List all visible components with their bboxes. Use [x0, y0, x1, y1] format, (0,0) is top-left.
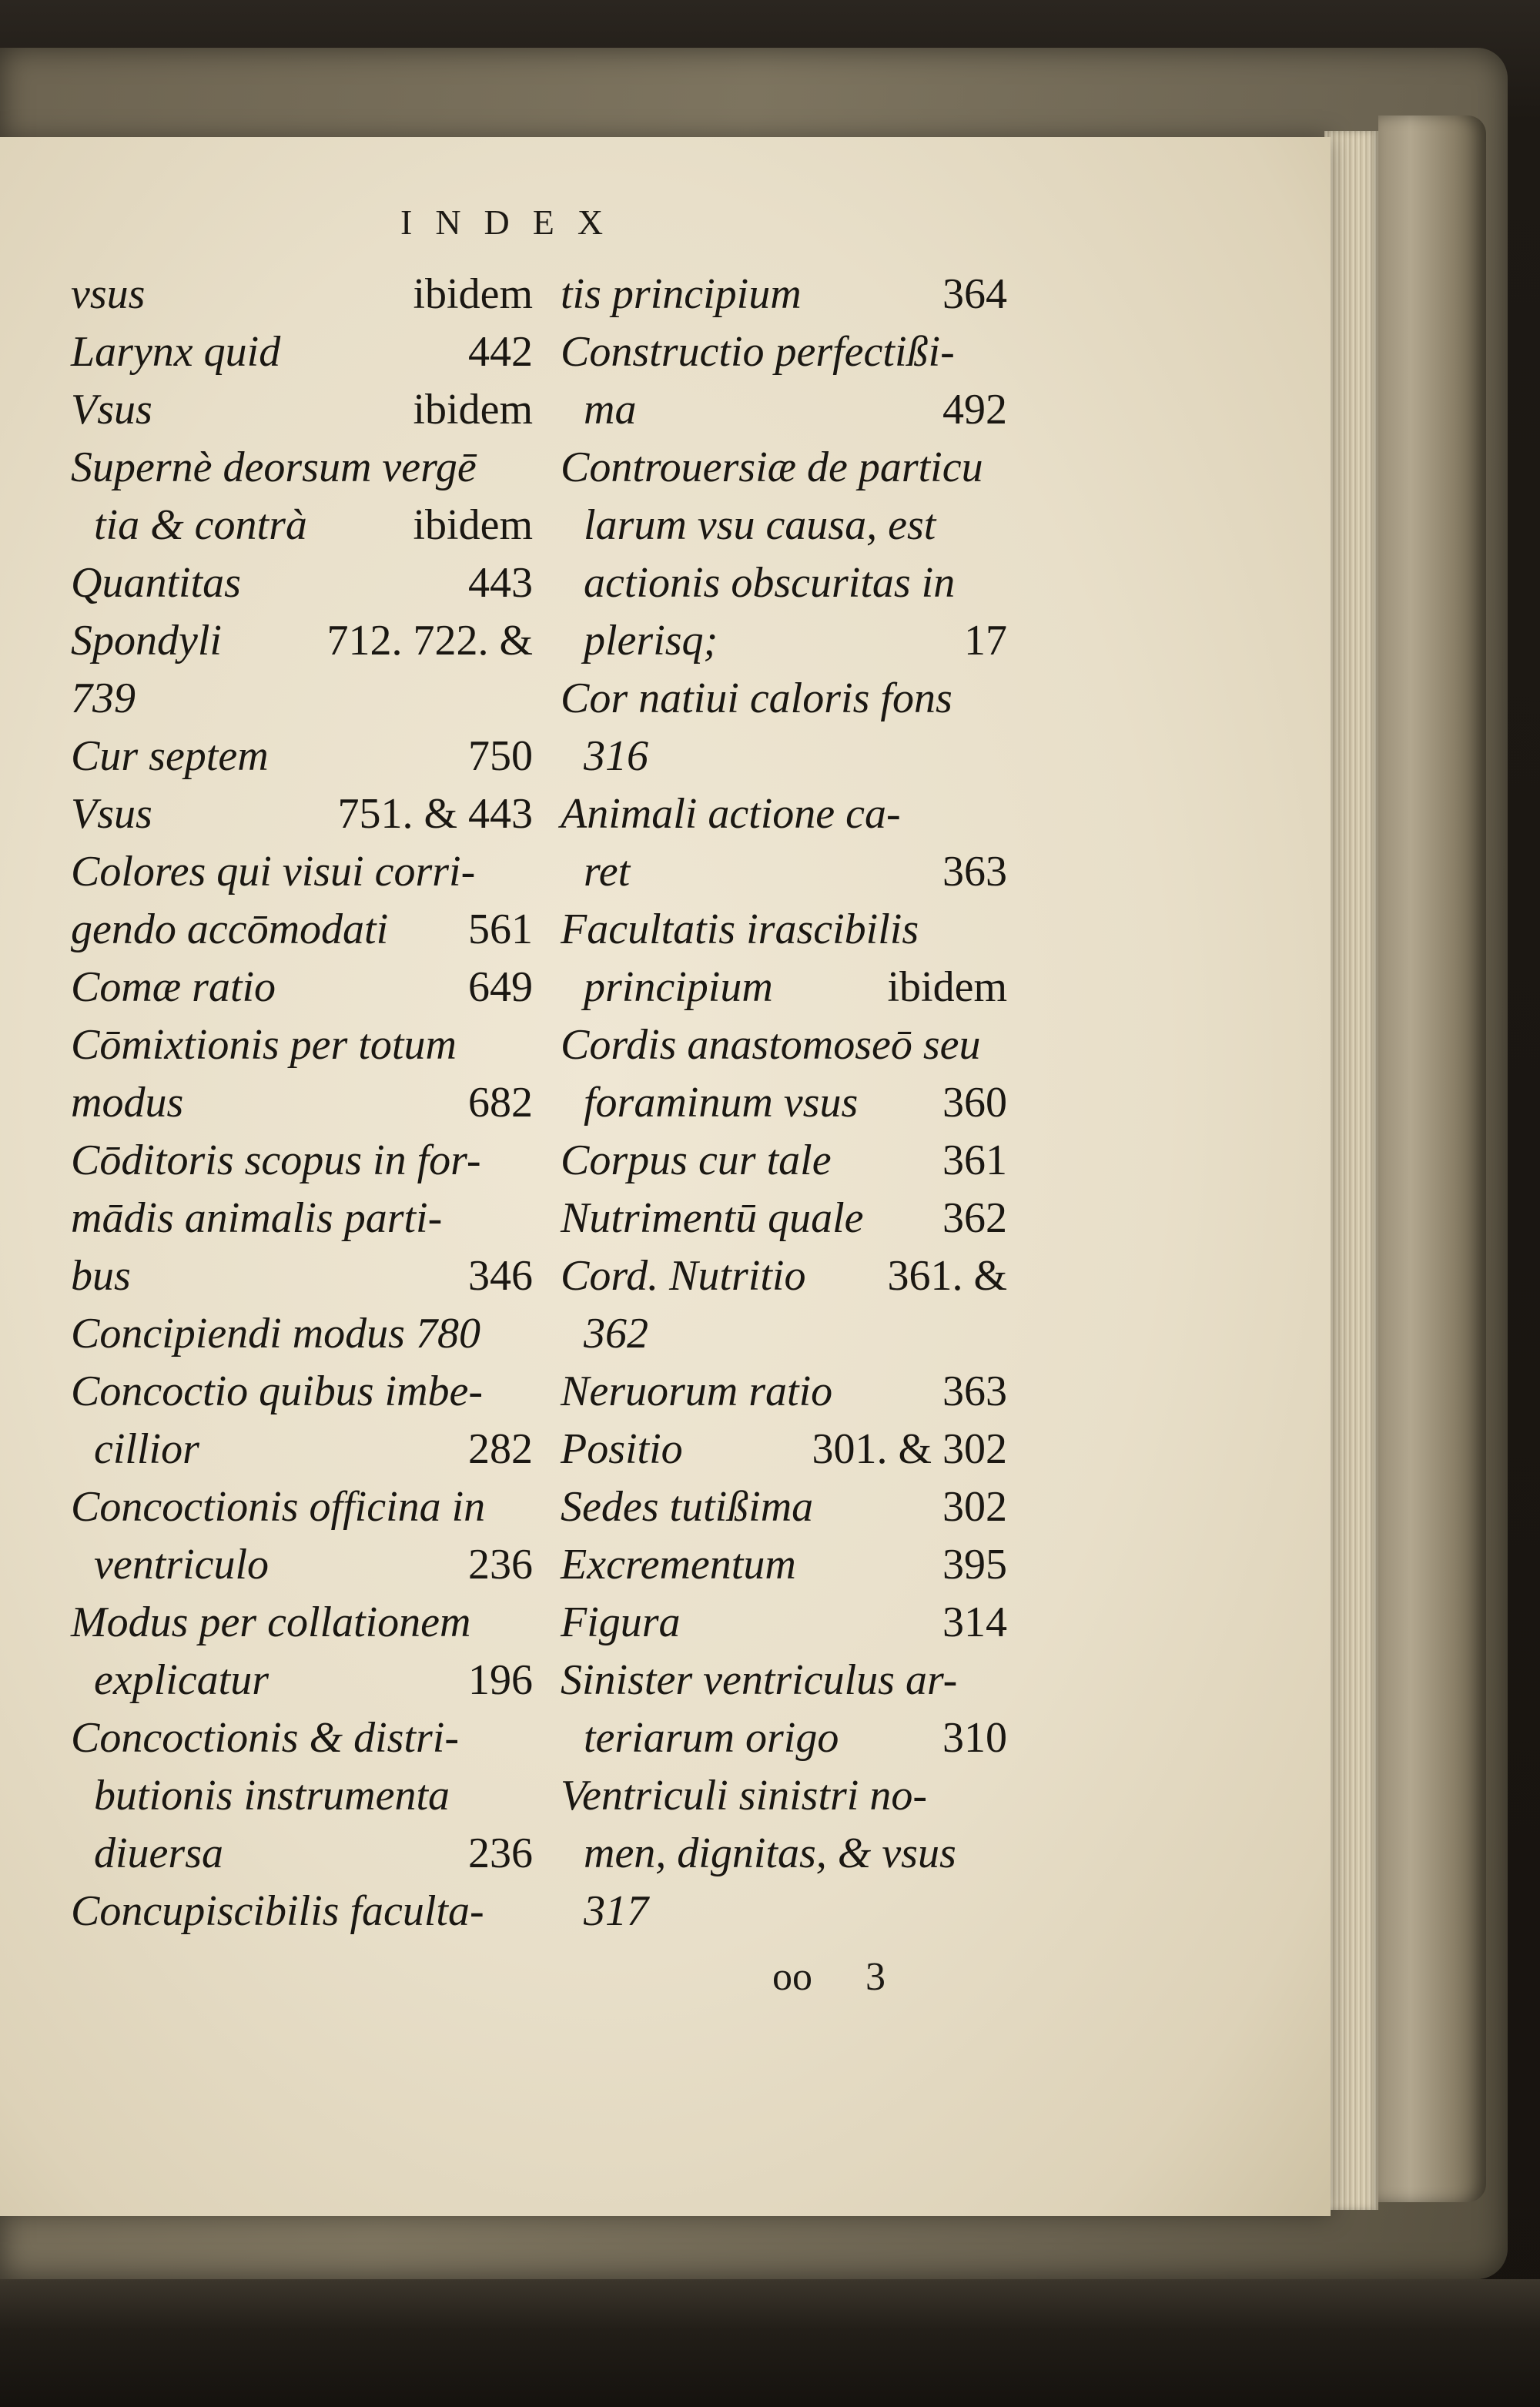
index-entry-reference: 364	[942, 270, 1007, 318]
index-entry-text: tis principium	[561, 270, 802, 318]
index-entry-text: gendo accōmodati	[71, 906, 389, 953]
index-entry	[561, 1421, 1007, 1478]
index-entry-reference: 310	[942, 1714, 1007, 1762]
index-entry-text: Colores qui visui corri-	[71, 848, 476, 896]
index-entry-text: Sedes tutißima	[561, 1483, 814, 1531]
index-entry-text: Supernè deorsum vergē	[71, 444, 477, 491]
signature-number: 3	[865, 1955, 886, 1999]
index-entry-text: Concoctionis officina in	[71, 1483, 486, 1531]
index-entry-text: Cordis anastomoseō seu	[561, 1021, 981, 1069]
index-entry-reference: ibidem	[887, 963, 1007, 1011]
index-entry-text: modus	[71, 1079, 184, 1127]
index-entry	[71, 1652, 533, 1709]
index-entry-reference: 751. & 443	[337, 790, 533, 838]
index-entry-reference: 442	[468, 328, 533, 376]
index-entry	[561, 1016, 1007, 1074]
index-entry-text: principium	[584, 963, 773, 1011]
index-entry-text: Spondyli	[71, 617, 222, 665]
left-column	[71, 266, 533, 1940]
index-entry	[561, 497, 1007, 554]
index-entry	[71, 1594, 533, 1652]
index-entry-text: Comæ ratio	[71, 963, 276, 1011]
index-entry-text: butionis instrumenta	[94, 1772, 450, 1819]
index-entry-text: larum vsu causa, est	[584, 501, 936, 549]
index-entry	[71, 266, 533, 323]
index-entry-text: Figura	[561, 1599, 681, 1646]
index-entry-reference: 196	[468, 1656, 533, 1704]
index-entry-text: men, dignitas, & vsus	[584, 1830, 956, 1877]
index-entry-text: Nutrimentū quale	[561, 1194, 864, 1242]
index-entry-text: Concoctionis & distri-	[71, 1714, 459, 1762]
index-entry-text: Concipiendi modus 780	[71, 1310, 480, 1357]
index-entry	[71, 1016, 533, 1074]
index-entry	[71, 1825, 533, 1883]
index-entry-reference: 682	[468, 1079, 533, 1127]
index-entry-text: Quantitas	[71, 559, 241, 607]
index-entry-text: plerisq;	[584, 617, 718, 665]
index-entry-reference: 236	[468, 1830, 533, 1877]
index-entry	[561, 1652, 1007, 1709]
index-entry	[561, 612, 1007, 670]
index-entry	[561, 1825, 1007, 1883]
index-entry	[71, 1132, 533, 1190]
index-entry	[71, 1305, 533, 1363]
index-entry	[71, 1074, 533, 1132]
index-entry-text: Concupiscibilis faculta-	[71, 1887, 484, 1935]
page-header: INDEX	[400, 203, 627, 242]
index-entry-text: Excrementum	[561, 1541, 796, 1588]
index-entry	[561, 323, 1007, 381]
index-entry-text: Cur septem	[71, 732, 269, 780]
index-entry-reference: 361. &	[887, 1252, 1007, 1300]
index-entry-text: cillior	[94, 1425, 199, 1473]
page-edges	[1324, 131, 1378, 2210]
index-entry-text: ma	[584, 386, 637, 434]
index-entry-reference: 314	[942, 1599, 1007, 1646]
index-entry-text: Cōmixtionis per totum	[71, 1021, 457, 1069]
index-entry-text: 739	[71, 675, 136, 722]
index-entry	[71, 612, 533, 670]
index-entry-text: actionis obscuritas in	[584, 559, 956, 607]
index-entry-text: Cōditoris scopus in for-	[71, 1137, 481, 1184]
index-entry	[561, 785, 1007, 843]
index-entry-text: Cor natiui caloris fons	[561, 675, 952, 722]
index-entry	[561, 843, 1007, 901]
index-entry-text: Modus per collationem	[71, 1599, 471, 1646]
index-entry-reference: 236	[468, 1541, 533, 1588]
index-entry	[71, 1247, 533, 1305]
index-entry-text: vsus	[71, 270, 146, 318]
index-entry-reference: 346	[468, 1252, 533, 1300]
index-entry-text: Positio	[561, 1425, 683, 1473]
index-entry	[561, 1074, 1007, 1132]
index-entry-text: diuersa	[94, 1830, 223, 1877]
index-entry	[561, 381, 1007, 439]
index-entry-text: tia & contrà	[94, 501, 307, 549]
index-entry-reference: ibidem	[413, 270, 533, 318]
index-entry	[561, 959, 1007, 1016]
index-entry-reference: 363	[942, 848, 1007, 896]
index-entry	[71, 381, 533, 439]
index-entry	[561, 439, 1007, 497]
index-entry-text: ret	[584, 848, 631, 896]
index-entry	[71, 1190, 533, 1247]
background-surface	[0, 2279, 1540, 2407]
index-entry	[561, 1363, 1007, 1421]
index-entry-reference: 361	[942, 1137, 1007, 1184]
index-entry-text: Controuersiæ de particu	[561, 444, 983, 491]
index-entry	[71, 785, 533, 843]
index-entry-text: Ventriculi sinistri no-	[561, 1772, 927, 1819]
index-entry-reference: 301. & 302	[812, 1425, 1007, 1473]
index-entry-reference: 561	[468, 906, 533, 953]
index-entry-reference: 302	[942, 1483, 1007, 1531]
index-entry-text: Facultatis irascibilis	[561, 906, 919, 953]
signature-mark: oo	[772, 1955, 812, 1999]
index-entry	[71, 439, 533, 497]
index-entry	[561, 1767, 1007, 1825]
index-entry-text: Neruorum ratio	[561, 1368, 833, 1415]
index-entry	[71, 497, 533, 554]
index-entry-reference: 395	[942, 1541, 1007, 1588]
index-entry-text: 316	[584, 732, 648, 780]
index-entry-reference: 750	[468, 732, 533, 780]
right-column	[561, 266, 1007, 1940]
index-entry	[561, 1190, 1007, 1247]
index-entry-reference: 17	[964, 617, 1007, 665]
index-entry	[561, 1594, 1007, 1652]
index-entry-text: Vsus	[71, 386, 152, 434]
index-entry	[561, 554, 1007, 612]
index-entry-text: teriarum origo	[584, 1714, 839, 1762]
index-entry-text: ventriculo	[94, 1541, 270, 1588]
index-entry-text: Constructio perfectißi-	[561, 328, 955, 376]
index-entry	[71, 554, 533, 612]
index-entry	[71, 323, 533, 381]
book-cover-edge	[1378, 115, 1486, 2202]
index-entry	[561, 1132, 1007, 1190]
index-entry	[71, 670, 533, 728]
index-entry-reference: ibidem	[413, 386, 533, 434]
index-entry-text: Corpus cur tale	[561, 1137, 832, 1184]
index-entry-reference: 363	[942, 1368, 1007, 1415]
index-entry	[561, 1478, 1007, 1536]
index-entry-text: Animali actione ca-	[561, 790, 901, 838]
index-entry	[71, 1363, 533, 1421]
index-entry	[71, 1767, 533, 1825]
index-entry	[71, 1536, 533, 1594]
index-entry	[561, 1709, 1007, 1767]
index-entry	[561, 1536, 1007, 1594]
index-entry	[71, 728, 533, 785]
index-entry	[71, 843, 533, 901]
index-entry	[561, 1247, 1007, 1305]
index-entry-text: Vsus	[71, 790, 152, 838]
index-entry-text: 362	[584, 1310, 648, 1357]
index-entry	[71, 959, 533, 1016]
index-entry	[71, 1709, 533, 1767]
index-entry-reference: ibidem	[413, 501, 533, 549]
index-entry	[561, 266, 1007, 323]
index-entry	[71, 1421, 533, 1478]
index-entry	[71, 1883, 533, 1940]
index-entry	[561, 1305, 1007, 1363]
index-entry	[561, 1883, 1007, 1940]
index-entry	[561, 728, 1007, 785]
index-entry-text: foraminum vsus	[584, 1079, 859, 1127]
index-entry-reference: 649	[468, 963, 533, 1011]
index-entry-text: 317	[584, 1887, 648, 1935]
index-entry-reference: 443	[468, 559, 533, 607]
index-entry-reference: 492	[942, 386, 1007, 434]
page-footer	[772, 1954, 929, 2000]
index-entry-reference: 360	[942, 1079, 1007, 1127]
index-entry	[71, 1478, 533, 1536]
index-entry-text: mādis animalis parti-	[71, 1194, 443, 1242]
index-entry-text: Concoctio quibus imbe-	[71, 1368, 484, 1415]
index-entry	[561, 901, 1007, 959]
index-entry-text: bus	[71, 1252, 131, 1300]
index-entry	[71, 901, 533, 959]
index-entry-text: Sinister ventriculus ar-	[561, 1656, 958, 1704]
index-entry-reference: 282	[468, 1425, 533, 1473]
index-entry-text: Cord. Nutritio	[561, 1252, 806, 1300]
index-entry-reference: 362	[942, 1194, 1007, 1242]
index-entry-text: Larynx quid	[71, 328, 281, 376]
index-entry-reference: 712. 722. &	[326, 617, 533, 665]
index-entry-text: explicatur	[94, 1656, 270, 1704]
index-entry	[561, 670, 1007, 728]
